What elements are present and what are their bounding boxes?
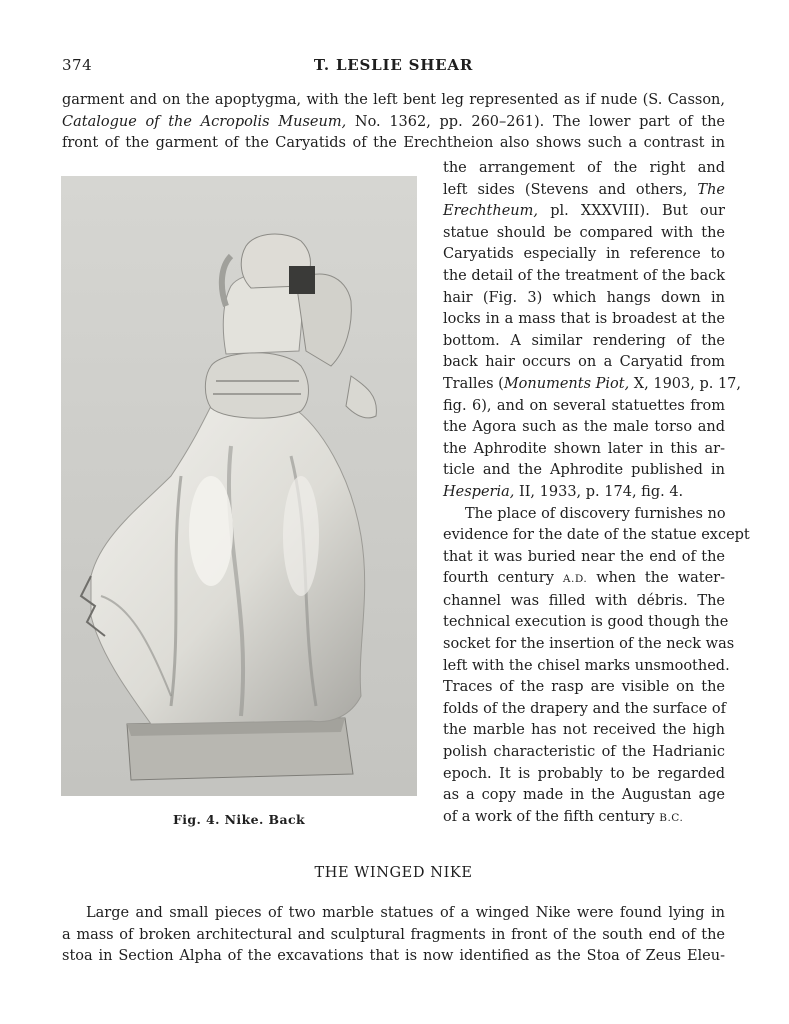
text-line: the Aphrodite shown later in this ar-	[443, 440, 725, 457]
page-number: 374	[62, 56, 93, 74]
text-line: left with the chisel marks unsmoothed.	[443, 657, 730, 674]
text-line: of a work of the fifth century B.C.	[443, 808, 684, 825]
text-line: front of the garment of the Caryatids of the Erechtheion also shows such a contrast in	[62, 135, 725, 152]
text-line: left sides (Stevens and others, The	[443, 181, 725, 198]
text-line: hair (Fig. 3) which hangs down in	[443, 289, 725, 306]
text-line: technical execution is good though the	[443, 614, 729, 631]
text-line: Catalogue of the Acropolis Museum, No. 1362, pp. 260–261). The lower part of the	[62, 113, 725, 130]
text-line: the detail of the treatment of the back	[443, 267, 725, 284]
text-line: Caryatids especially in reference to	[443, 246, 725, 263]
text-line: as a copy made in the Augustan age	[443, 787, 725, 804]
text-line: socket for the insertion of the neck was	[443, 636, 735, 653]
closing-paragraph	[62, 903, 725, 968]
page-header	[62, 56, 725, 80]
text-line: the arrangement of the right and	[443, 160, 725, 176]
text-line: stoa in Section Alpha of the excavations that is now identified as the Stoa of Zeus Eleu-	[62, 948, 725, 965]
text-line: garment and on the apoptygma, with the left bent leg represented as if nude (S. Casson,	[62, 92, 725, 108]
text-line: Large and small pieces of two marble statues of a winged Nike were found lying in	[86, 905, 725, 921]
side-column-text	[443, 158, 750, 829]
text-line: Hesperia, II, 1933, p. 174, fig. 4.	[443, 483, 684, 500]
text-line: The place of discovery furnishes no	[465, 505, 726, 522]
text-line: fourth century A.D. when the water-	[443, 570, 725, 587]
text-line: that it was buried near the end of the	[443, 548, 725, 565]
text-line: epoch. It is probably to be regarded	[443, 765, 725, 782]
text-line: Traces of the rasp are visible on the	[443, 679, 725, 696]
text-line: Tralles (Monuments Piot, X, 1903, p. 17,	[443, 375, 742, 392]
text-line: statue should be compared with the	[443, 224, 725, 241]
running-title: T. LESLIE SHEAR	[313, 56, 474, 74]
text-line: back hair occurs on a Caryatid from	[443, 354, 725, 371]
text-line: fig. 6), and on several statuettes from	[443, 397, 725, 414]
text-line: evidence for the date of the statue except	[443, 527, 750, 544]
text-line: Erechtheum, pl. XXXVIII). But our	[443, 203, 725, 220]
text-line: bottom. A similar rendering of the	[443, 332, 725, 349]
nike-statue-image	[61, 176, 417, 796]
text-line: a mass of broken architectural and sculptural fragments in front of the south end of the	[62, 926, 725, 943]
figure-nike-back-photo	[61, 176, 417, 796]
text-line: polish characteristic of the Hadrianic	[443, 744, 725, 761]
text-line: folds of the drapery and the surface of	[443, 700, 726, 717]
section-title: THE WINGED NIKE	[314, 865, 473, 881]
text-line: the marble has not received the high	[443, 722, 725, 739]
text-line: locks in a mass that is broadest at the	[443, 311, 725, 328]
figure-caption: Fig. 4. Nike. Back	[172, 812, 306, 827]
text-line: ticle and the Aphrodite published in	[443, 462, 725, 479]
text-line: channel was filled with débris. The	[443, 592, 725, 609]
text-line: the Agora such as the male torso and	[443, 419, 725, 436]
intro-paragraph	[62, 90, 725, 155]
